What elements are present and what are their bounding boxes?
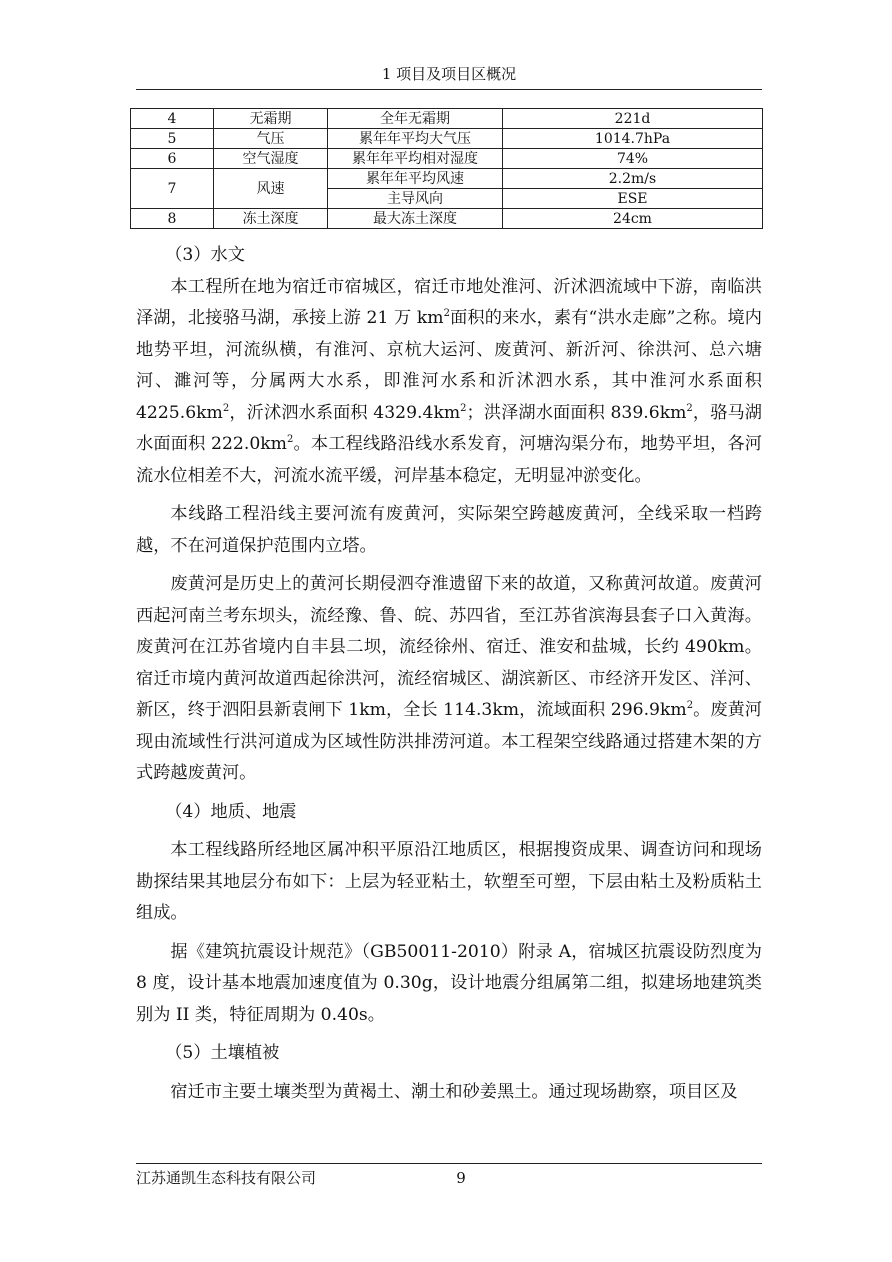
paragraph: 本工程所在地为宿迁市宿城区，宿迁市地处淮河、沂沭泗流域中下游，南临洪泽湖，北接骆马湖，承接上游 21 万 $km^2$面积的来水，素有“洪水走廊”之称。境内地势平坦，河流纵横，有淮河、京杭大运河、废黄河、新沂河、徐洪河、总六塘河、濉河等，分属两大水系，即淮河水系和沂沭泗水系，其中淮河水系面积 $4225.6km^2$，沂沭泗水系面积 $4329.4km^2$；洪泽湖水面面积 $839.6km^2$，骆马湖水面面积 $222.0km^2$。本工程线路沿线水系发育，河塘沟渠分布，地势平坦，各河流水位相差不大，河流水流平缓，河岸基本稳定，无明显冲淤变化。 bbox=[136, 276, 762, 486]
table-row bbox=[131, 169, 763, 189]
row-index: 累年年平均风速 bbox=[328, 169, 503, 189]
section-heading-soil: （5）土壤植被 bbox=[165, 1043, 280, 1063]
row-item: 无霜期 bbox=[214, 109, 328, 129]
paragraph: 据《建筑抗震设计规范》（GB50011-2010）附录 A，宿城区抗震设防烈度为 8 度，设计基本地震加速度值为 0.30g，设计地震分组属第二组，拟建场地建筑类别为 II 类，特征周期为 0.40s。 bbox=[136, 941, 762, 1025]
row-number: 8 bbox=[131, 209, 214, 229]
table-row bbox=[131, 109, 763, 129]
row-index: 累年年平均相对湿度 bbox=[328, 149, 503, 169]
table-row bbox=[131, 149, 763, 169]
row-number: 7 bbox=[131, 169, 214, 209]
body-text bbox=[136, 240, 762, 1108]
section-heading-geology: （4）地质、地震 bbox=[165, 801, 297, 822]
paragraph: 本线路工程沿线主要河流有废黄河，实际架空跨越废黄河，全线采取一档跨越，不在河道保护范围内立塔。 bbox=[136, 504, 762, 556]
row-index: 最大冻土深度 bbox=[328, 209, 503, 229]
page-number: 9 bbox=[456, 1169, 466, 1187]
climate-table bbox=[130, 108, 763, 229]
row-number: 5 bbox=[131, 129, 214, 149]
row-item: 空气湿度 bbox=[214, 149, 328, 169]
footer-company: 江苏通凯生态科技有限公司 bbox=[136, 1169, 317, 1187]
row-index: 全年无霜期 bbox=[328, 109, 503, 129]
paragraph: 宿迁市主要土壤类型为黄褐土、潮土和砂姜黑土。通过现场勘察，项目区及 bbox=[170, 1081, 738, 1102]
row-value: 1014.7hPa bbox=[503, 129, 763, 149]
paragraph: 本工程线路所经地区属冲积平原沿江地质区，根据搜资成果、调查访问和现场勘探结果其地层分布如下：上层为轻亚粘土，软塑至可塑，下层由粘土及粉质粘土组成。 bbox=[136, 840, 762, 923]
row-sub-index: 主导风向 bbox=[328, 189, 503, 209]
row-item: 风速 bbox=[214, 169, 328, 209]
row-value: 24cm bbox=[503, 209, 763, 229]
table-row bbox=[131, 129, 763, 149]
running-header: 1 项目及项目区概况 bbox=[381, 65, 517, 83]
row-item: 冻土深度 bbox=[214, 209, 328, 229]
footer-rule bbox=[136, 1163, 762, 1164]
row-number: 6 bbox=[131, 149, 214, 169]
header-rule bbox=[136, 89, 762, 90]
row-number: 4 bbox=[131, 109, 214, 129]
row-sub-value: ESE bbox=[503, 189, 763, 209]
row-value: 74% bbox=[503, 149, 763, 169]
table-row bbox=[131, 209, 763, 229]
paragraph: 废黄河是历史上的黄河长期侵泗夺淮遗留下来的故道，又称黄河故道。废黄河西起河南兰考东坝头，流经豫、鲁、皖、苏四省，至江苏省滨海县套子口入黄海。废黄河在江苏省境内自丰县二坝，流经徐州、宿迁、淮安和盐城，长约 490km。宿迁市境内黄河故道西起徐洪河，流经宿城区、湖滨新区、市经济开发区、洋河、新区，终于泗阳县新袁闸下 1km，全长 114.3km，流域面积 $296.9km^2$。废黄河现由流域性行洪河道成为区域性防洪排涝河道。本工程架空线路通过搭建木架的方式跨越废黄河。 bbox=[136, 574, 762, 783]
section-heading-hydrology: （3）水文 bbox=[165, 245, 245, 265]
row-index: 累年年平均大气压 bbox=[328, 129, 503, 149]
row-item: 气压 bbox=[214, 129, 328, 149]
row-value: 221d bbox=[503, 109, 763, 129]
row-value: 2.2m/s bbox=[503, 169, 763, 189]
